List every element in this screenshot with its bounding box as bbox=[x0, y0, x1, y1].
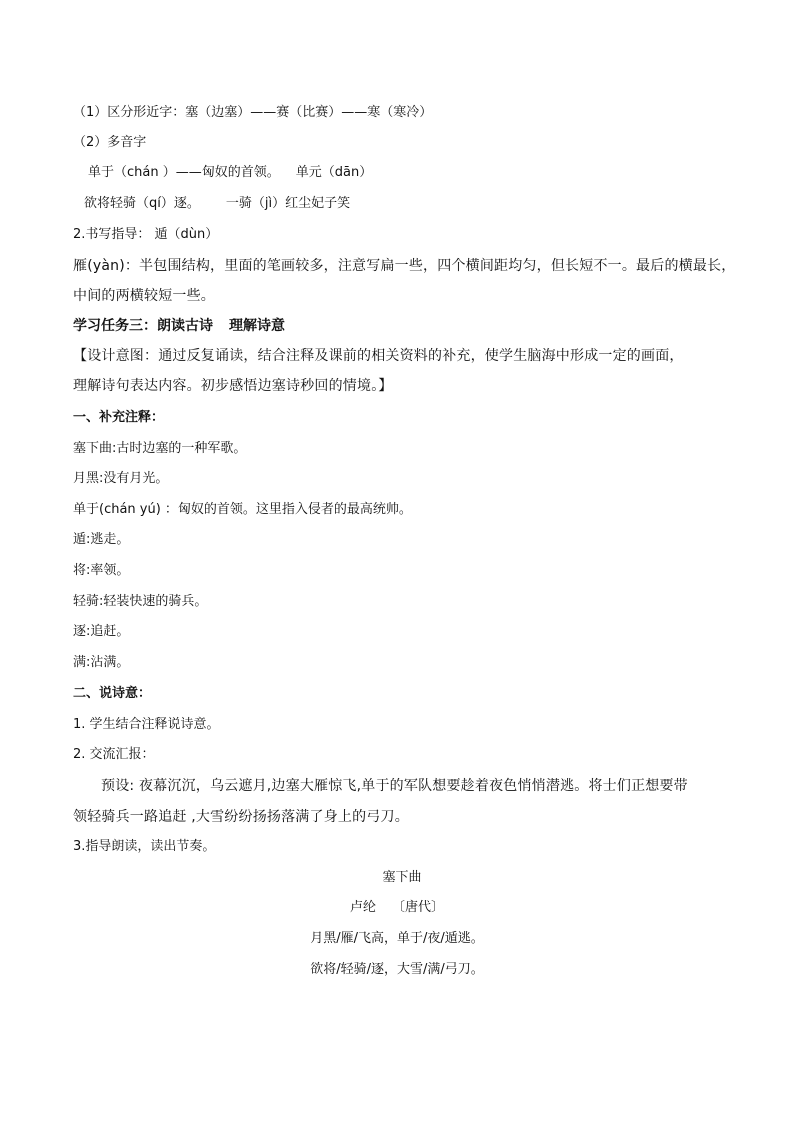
design-intent-line1: 【设计意图：通过反复诵读，结合注释及课前的相关资料的补充，使学生脑海中形成一定的画面， bbox=[73, 348, 684, 364]
preset-line1: 预设: 夜幕沉沉，乌云遮月,边塞大雁惊飞,单于的军队想要趁着夜色悄悄潜逃。将士们正想要带 bbox=[101, 778, 688, 794]
polyphone-chan-line bbox=[88, 164, 372, 182]
poem-author-line bbox=[0, 899, 794, 917]
task3-title-b: 理解诗意 bbox=[229, 318, 285, 334]
writing-guide: 2.书写指导： 遁（dùn） bbox=[73, 227, 219, 242]
meaning-step2: 2. 交流汇报： bbox=[73, 747, 155, 762]
note-dun: 遁:逃走。 bbox=[73, 532, 130, 547]
note-zhu: 逐:追赶。 bbox=[73, 624, 130, 639]
design-intent-line2: 理解诗句表达内容。初步感悟边塞诗秒回的情境。】 bbox=[73, 378, 393, 394]
polyphone-qi: 欲将轻骑（qí）逐。 bbox=[84, 196, 200, 211]
yan-guide-line2: 中间的两横较短一些。 bbox=[73, 288, 215, 304]
polyphone-chan: 单于（chán ）——匈奴的首领。 bbox=[88, 165, 280, 180]
polyphone-qi-line bbox=[84, 195, 350, 213]
poem-line2: 欲将/轻骑/逐，大雪/满/弓刀。 bbox=[310, 962, 484, 977]
polyphone-heading: （2）多音字 bbox=[73, 135, 147, 150]
preset-line2: 领轻骑兵一路追赶 ,大雪纷纷扬扬落满了身上的弓刀。 bbox=[73, 809, 409, 825]
note-chanyu: 单于(chán yú) ：匈奴的首领。这里指入侵者的最高统帅。 bbox=[73, 502, 412, 517]
note-yuehei: 月黑:没有月光。 bbox=[73, 471, 169, 486]
meaning-step3: 3.指导朗读，读出节奏。 bbox=[73, 839, 216, 854]
note-saxiaqu: 塞下曲:古时边塞的一种军歌。 bbox=[73, 441, 247, 456]
poem-dynasty: 〔唐代〕 bbox=[392, 900, 445, 915]
task3-title bbox=[73, 317, 285, 335]
note-qingqi: 轻骑:轻装快速的骑兵。 bbox=[73, 594, 208, 609]
poem-line1: 月黑/雁/飞高，单于/夜/遁逃。 bbox=[310, 931, 484, 946]
poem-author: 卢纶 bbox=[349, 900, 376, 915]
meaning-heading: 二、说诗意： bbox=[73, 686, 152, 701]
polyphone-dan: 单元（dān） bbox=[295, 165, 373, 180]
notes-heading: 一、补充注释： bbox=[73, 410, 165, 425]
note-man: 满:沾满。 bbox=[73, 655, 130, 670]
polyphone-ji: 一骑（jì）红尘妃子笑 bbox=[225, 196, 351, 211]
distinguish-chars-line: （1）区分形近字：塞（边塞）——赛（比赛）——寒（寒冷） bbox=[73, 105, 433, 120]
poem-title: 塞下曲 bbox=[382, 870, 422, 885]
task3-title-a: 学习任务三：朗读古诗 bbox=[73, 318, 213, 334]
meaning-step1: 1. 学生结合注释说诗意。 bbox=[73, 717, 220, 732]
note-jiang: 将:率领。 bbox=[73, 563, 130, 578]
yan-guide-line1: 雁(yàn)：半包围结构，里面的笔画较多，注意写扁一些，四个横间距均匀，但长短不一。最后的横最长， bbox=[73, 258, 736, 274]
